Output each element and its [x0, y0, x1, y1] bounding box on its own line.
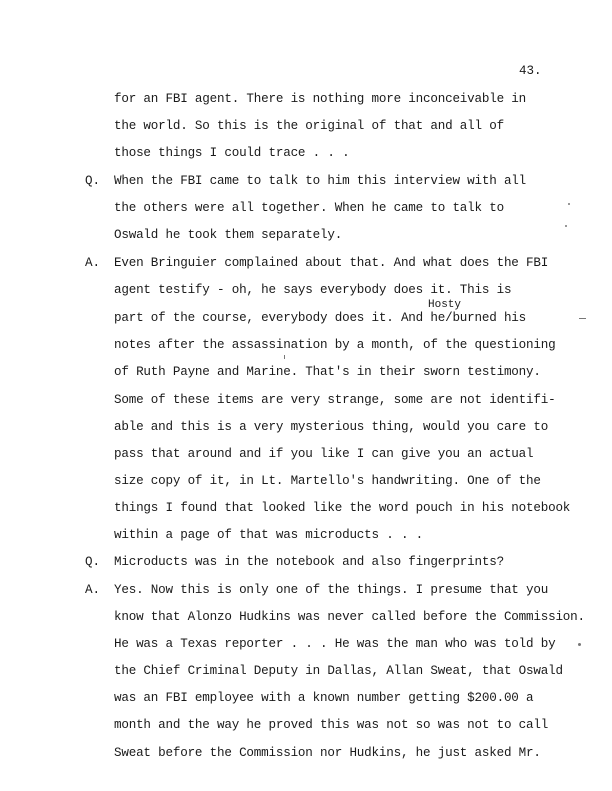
- transcript-line: for an FBI agent. There is nothing more inconceivable in: [114, 92, 527, 106]
- transcript-line: He was a Texas reporter . . . He was the man who was told by: [114, 637, 556, 651]
- transcript-line: those things I could trace . . .: [114, 146, 350, 160]
- transcript-line: things I found that looked like the word pouch in his notebook: [114, 501, 571, 515]
- scan-speck: [565, 225, 567, 227]
- transcript-line: pass that around and if you like I can give you an actual: [114, 447, 534, 461]
- transcript-line: the Chief Criminal Deputy in Dallas, Allan Sweat, that Oswald: [114, 664, 563, 678]
- answer-marker: A.: [85, 256, 101, 270]
- transcript-line: size copy of it, in Lt. Martello's handwriting. One of the: [114, 474, 541, 488]
- transcript-line: agent testify - oh, he says everybody does it. This is: [114, 283, 512, 297]
- scan-speck: [284, 355, 285, 359]
- transcript-line: Sweat before the Commission nor Hudkins, he just asked Mr.: [114, 746, 541, 760]
- question-marker: Q.: [85, 174, 101, 188]
- transcript-line: month and the way he proved this was not so was not to call: [114, 718, 549, 732]
- page-number: 43.: [519, 64, 542, 78]
- transcript-line: Yes. Now this is only one of the things. I presume that you: [114, 583, 549, 597]
- transcript-line: was an FBI employee with a known number getting $200.00 a: [114, 691, 534, 705]
- transcript-line: of Ruth Payne and Marine. That's in their sworn testimony.: [114, 365, 541, 379]
- transcript-line: the world. So this is the original of that and all of: [114, 119, 504, 133]
- interlinear-insert: Hosty: [428, 299, 462, 311]
- transcript-line: Even Bringuier complained about that. And what does the FBI: [114, 256, 549, 270]
- transcript-line: notes after the assassination by a month, of the questioning: [114, 338, 556, 352]
- transcript-line: Oswald he took them separately.: [114, 228, 343, 242]
- transcript-line: When the FBI came to talk to him this interview with all: [114, 174, 527, 188]
- transcript-line: the others were all together. When he came to talk to: [114, 201, 504, 215]
- question-marker: Q.: [85, 555, 101, 569]
- transcript-line: part of the course, everybody does it. And he/burned his: [114, 311, 527, 325]
- scan-speck: [568, 203, 570, 205]
- transcript-line: within a page of that was microducts . . .: [114, 528, 424, 542]
- transcript-line: Some of these items are very strange, some are not identifi-: [114, 393, 556, 407]
- transcript-line: Microducts was in the notebook and also fingerprints?: [114, 555, 504, 569]
- transcript-line: able and this is a very mysterious thing, would you care to: [114, 420, 549, 434]
- scan-speck: [578, 643, 581, 646]
- answer-marker: A.: [85, 583, 101, 597]
- transcript-line: know that Alonzo Hudkins was never called before the Commission.: [114, 610, 585, 624]
- margin-mark: [579, 318, 586, 319]
